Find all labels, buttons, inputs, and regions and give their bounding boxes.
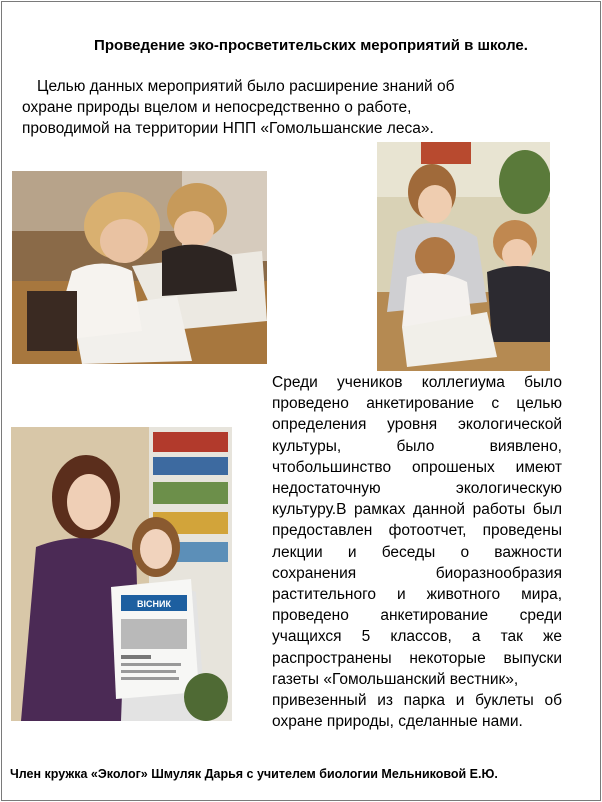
photo-teacher-student-newspaper: [11, 427, 232, 721]
main-paragraph-part: Среди учеников коллегиума было проведено анкетирование с целью определения уровня экологической культуры, было виявлено, чтобольшинство опрошеных имеют недостаточную экологическую культуру.В рамках данной работы был предоставлен фотоотчет, проведены лекции и беседы о важности сохранения биоразнообразия растительного и животного мира, проведено анкетирование среди учащихся 5 классов, а так же распространены некоторые выпуски газеты «Гомольшанский вестник»,: [272, 374, 562, 688]
main-paragraph-part: привезенный из парка и буклеты об охране природы, сделанные нами.: [272, 692, 562, 731]
main-paragraph: [242, 372, 562, 732]
photo-students-writing: [12, 171, 267, 364]
newspaper-masthead: ВІСНИК: [137, 599, 171, 609]
photo-caption: Член кружка «Эколог» Шмуляк Дарья с учителем биологии Мельниковой Е.Ю.: [10, 767, 498, 781]
intro-line: проводимой на территории НПП «Гомольшанские леса».: [22, 120, 434, 137]
intro-paragraph: [22, 76, 542, 139]
photo-classroom-group: [377, 142, 550, 371]
page-title: Проведение эко-просветительских мероприятий в школе.: [94, 37, 528, 54]
intro-line: охране природы вцелом и непосредственно о работе,: [22, 99, 412, 116]
intro-line: Целью данных мероприятий было расширение знаний об: [37, 78, 455, 95]
